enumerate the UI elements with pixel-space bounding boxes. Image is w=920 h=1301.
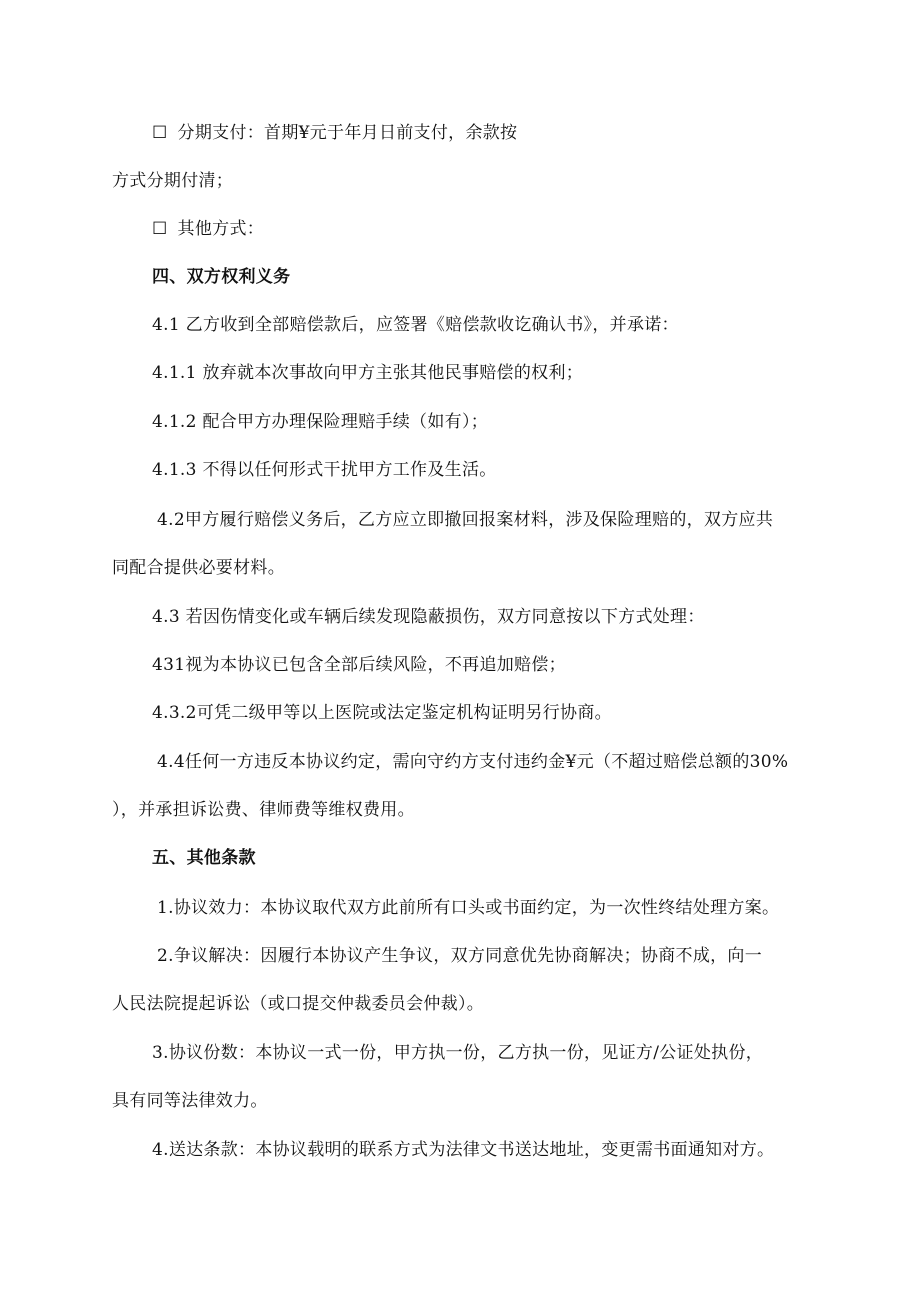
clause-4-3: 4.3 若因伤情变化或车辆后续发现隐蔽损伤，双方同意按以下方式处理：: [152, 607, 705, 627]
clause-4-4-line-2: ），并承担诉讼费、律师费等维权费用。: [112, 800, 415, 820]
term-3-copies-line-2: 具有同等法律效力。: [112, 1091, 268, 1111]
term-2-dispute-line-2: 人民法院提起诉讼（或口提交仲裁委员会仲裁）。: [112, 994, 485, 1014]
term-1-effect: 1.协议效力：本协议取代双方此前所有口头或书面约定，为一次性终结处理方案。: [157, 898, 780, 918]
section-heading-rights-obligations: 四、双方权利义务: [152, 267, 291, 287]
installment-option-text: 分期支付：首期¥元于年月日前支付，余款按: [177, 123, 518, 143]
other-method-text: 其他方式：: [177, 219, 265, 239]
section-heading-other-terms: 五、其他条款: [152, 848, 256, 868]
clause-4-3-1: 431视为本协议已包含全部后续风险，不再追加赔偿；: [152, 655, 566, 675]
clause-4-1-2: 4.1.2 配合甲方办理保险理赔手续（如有）；: [152, 412, 489, 432]
clause-4-1: 4.1 乙方收到全部赔偿款后，应签署《赔偿款收讫确认书》，并承诺：: [152, 315, 679, 335]
term-3-copies-line-1: 3.协议份数：本协议一式一份，甲方执一份，乙方执一份，见证方/公证处执份，: [152, 1043, 764, 1063]
clause-4-1-1: 4.1.1 放弃就本次事故向甲方主张其他民事赔偿的权利；: [152, 363, 584, 383]
clause-4-4-line-1: 4.4任何一方违反本协议约定，需向守约方支付违约金¥元（不超过赔偿总额的30%: [157, 752, 789, 772]
clause-4-2-line-1: 4.2甲方履行赔偿义务后，乙方应立即撤回报案材料，涉及保险理赔的，双方应共: [157, 510, 774, 530]
term-4-delivery: 4.送达条款：本协议载明的联系方式为法律文书送达地址，变更需书面通知对方。: [152, 1140, 775, 1160]
other-method-checkbox[interactable]: ☐: [152, 219, 168, 239]
term-2-dispute-line-1: 2.争议解决：因履行本协议产生争议，双方同意优先协商解决；协商不成，向一: [157, 946, 763, 966]
clause-4-1-3: 4.1.3 不得以任何形式干扰甲方工作及生活。: [152, 460, 497, 480]
paragraph-line: 方式分期付清；: [112, 171, 234, 191]
installment-checkbox[interactable]: ☐: [152, 123, 168, 143]
clause-4-3-2: 4.3.2可凭二级甲等以上医院或法定鉴定机构证明另行协商。: [152, 703, 612, 723]
installment-option: [152, 121, 517, 145]
other-method-option: [152, 217, 264, 241]
clause-4-2-line-2: 同配合提供必要材料。: [112, 558, 285, 578]
